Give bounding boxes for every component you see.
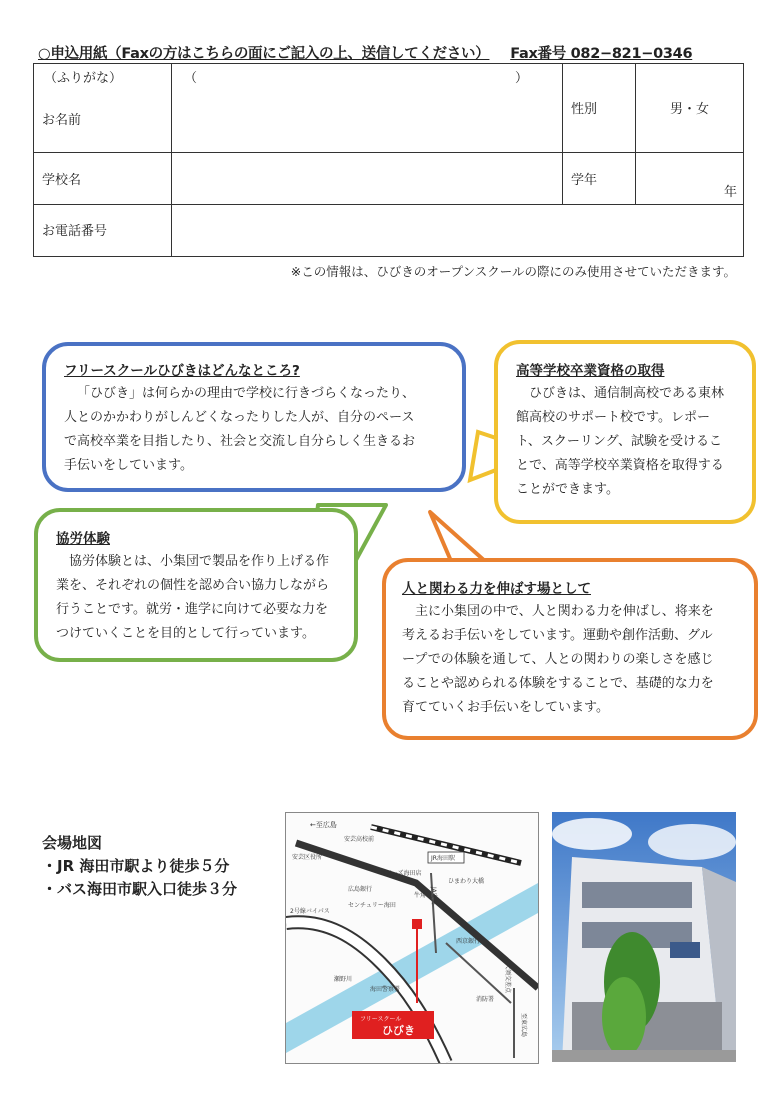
school-marker <box>412 919 422 929</box>
phone-label: お電話番号 <box>42 224 108 239</box>
privacy-note: ※この情報は、ひびきのオープンスクールの際にのみ使用させていただきます。 <box>290 264 736 279</box>
venue-info <box>42 832 237 901</box>
map-label: 至東広島 <box>520 1013 527 1038</box>
fax-number: Fax番号 082−821−0346 <box>510 46 693 62</box>
work-line: 業を、それぞれの個性を認め合い協力しながら <box>56 578 330 593</box>
people-title: 人と関わる力を伸ばす場として <box>402 581 591 597</box>
about-line: 「ひびき」は何らかの理由で学校に行きづらくなったり、 <box>77 386 416 401</box>
diploma-line: ひびきは、通信制高校である東林 <box>529 386 725 401</box>
access-walk-jr: ・JR 海田市駅より徒歩５分 <box>42 857 230 875</box>
building-photo-drawing <box>552 812 736 1062</box>
map-label: 牛角 <box>414 892 427 899</box>
map-label: 海田警察署 <box>370 986 401 993</box>
map-label: センチュリー海田 <box>348 902 396 909</box>
people-line: 考えるお手伝いをしています。運動や創作活動、グル <box>402 628 713 643</box>
ivy-plant <box>602 977 646 1057</box>
grade-label: 学年 <box>571 173 598 188</box>
furigana-close-paren: ） <box>515 71 529 86</box>
work-line: つけていくことを目的として行っています。 <box>56 626 315 641</box>
sign-board <box>670 942 700 958</box>
building-photo <box>552 812 736 1062</box>
map-label: フリースクール <box>360 1016 402 1023</box>
ground <box>552 1050 736 1062</box>
venue-title: 会場地図 <box>42 834 103 852</box>
map-label: JR海田駅 <box>431 855 455 862</box>
map-drawing <box>286 813 538 1063</box>
map-label: 大須交差点 <box>504 963 511 994</box>
map-label: 西京銀行 <box>456 938 481 945</box>
grade-unit: 年 <box>723 185 737 200</box>
people-line: ることや認められる体験をすることで、基礎的な力を <box>402 676 714 691</box>
form-title: ○申込用紙（Faxの方はこちらの面にご記入の上、送信してください） <box>38 46 490 62</box>
map-label: 瀬野川 <box>334 976 353 983</box>
diploma-line: とで、高等学校卒業資格を取得する <box>516 458 724 473</box>
about-line: 人とのかかわりがしんどくなったりした人が、自分のペース <box>64 410 415 425</box>
people-line: 育てていくお手伝いをしています。 <box>402 700 609 715</box>
cloud <box>648 824 736 860</box>
map-label: ユアーズ海田店 <box>380 870 422 877</box>
work-bubble <box>34 508 358 662</box>
people-line: 主に小集団の中で、人と関わる力を伸ばし、将来を <box>415 604 714 619</box>
school-label: 学校名 <box>42 173 82 188</box>
work-line: 行うことです。就労・進学に向けて必要な力を <box>56 602 328 617</box>
furigana-open-paren: （ <box>184 71 198 86</box>
cloud <box>552 818 632 850</box>
map-label: JA安芸 <box>430 887 437 905</box>
furigana-label: （ふりがな） <box>44 71 123 86</box>
map-label: 2号線バイパス <box>290 908 330 915</box>
people-bubble <box>382 558 758 740</box>
diploma-bubble <box>494 340 756 524</box>
work-line: 協労体験とは、小集団で製品を作り上げる作 <box>69 554 330 569</box>
name-label: お名前 <box>42 113 82 128</box>
gender-options: 男・女 <box>669 102 709 117</box>
map-label: 安芸区役所 <box>292 854 323 861</box>
map-label: 広島銀行 <box>348 886 373 893</box>
map-label: ひびき <box>382 1024 415 1037</box>
map-label: 安芸高校前 <box>344 836 375 843</box>
map-label: ひまわり大橋 <box>448 878 485 885</box>
about-line: で高校卒業を目指したり、社会と交流し自分らしく生きるお <box>64 434 416 449</box>
about-line: 手伝いをしています。 <box>64 458 193 473</box>
map-label: ←至広島 <box>310 821 337 829</box>
venue-map <box>285 812 539 1064</box>
gender-label: 性別 <box>571 102 598 117</box>
diploma-title: 高等学校卒業資格の取得 <box>516 363 665 379</box>
about-title: フリースクールひびきはどんなところ? <box>64 363 300 379</box>
diploma-line: ことができます。 <box>516 482 619 497</box>
people-line: ープでの体験を通して、人との関わりの楽しさを感じ <box>402 652 714 667</box>
access-walk-bus: ・バス海田市駅入口徒歩３分 <box>42 880 238 898</box>
about-bubble <box>42 342 466 492</box>
diploma-line: ト、スクーリング、試験を受けるこ <box>516 434 723 449</box>
window-row <box>582 882 692 908</box>
side-road <box>431 873 436 953</box>
work-title: 協労体験 <box>56 531 110 547</box>
diploma-line: 館高校のサポート校です。レポー <box>516 410 710 425</box>
map-label: 消防署 <box>476 996 495 1003</box>
